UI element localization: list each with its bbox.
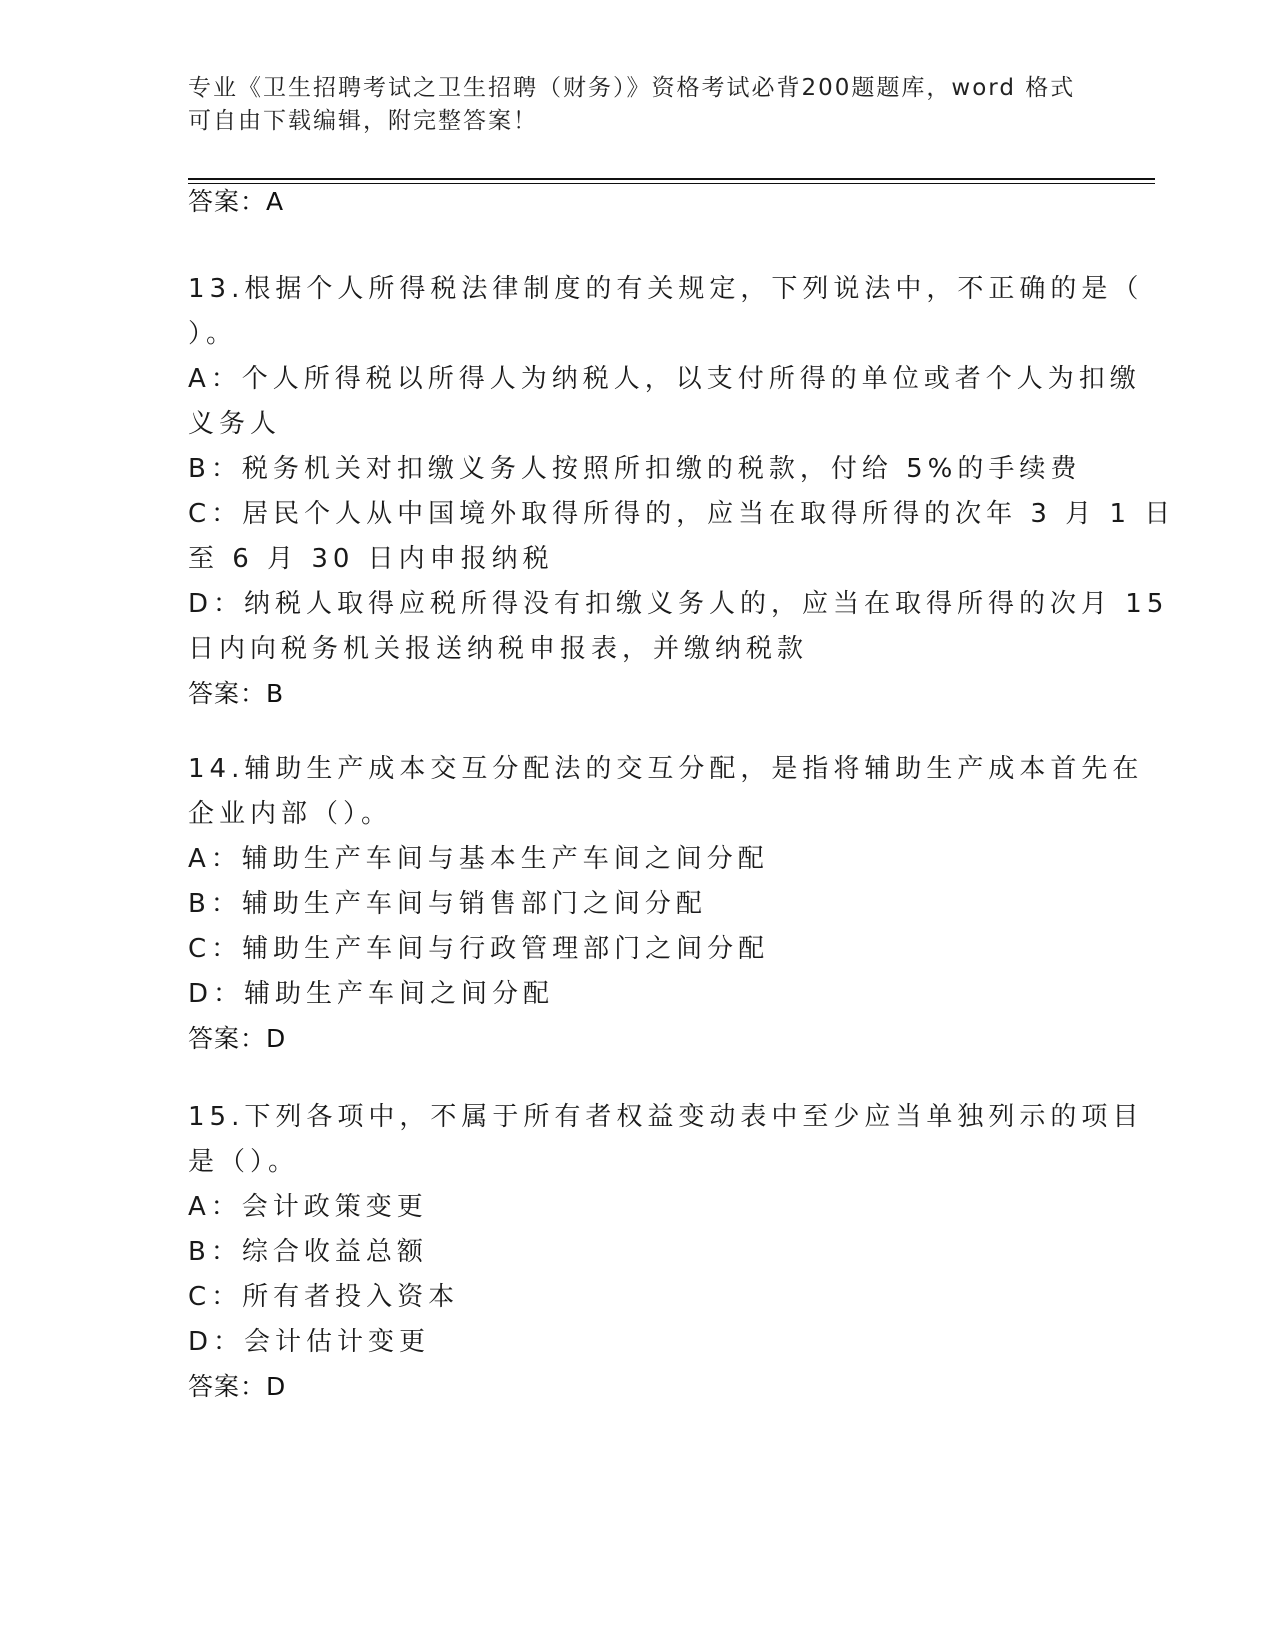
question-stem-cont: 企业内部（）。 [188, 799, 393, 829]
question-stem: 13.根据个人所得税法律制度的有关规定，下列说法中，不正确的是（ [188, 274, 1144, 304]
option-d: D：纳税人取得应税所得没有扣缴义务人的，应当在取得所得的次月 15 [188, 589, 1169, 619]
option-b: B：税务机关对扣缴义务人按照所扣缴的税款，付给 5%的手续费 [188, 454, 1082, 484]
answer: 答案：B [188, 679, 285, 708]
header-divider-thick [188, 178, 1155, 180]
header-line-2: 可自由下载编辑，附完整答案！ [188, 108, 538, 134]
question-stem: 14.辅助生产成本交互分配法的交互分配，是指将辅助生产成本首先在 [188, 754, 1144, 784]
option-d-cont: 日内向税务机关报送纳税申报表，并缴纳税款 [188, 634, 809, 664]
option-d: D：辅助生产车间之间分配 [188, 979, 555, 1009]
question-15 [188, 1095, 1144, 1405]
option-c: C：所有者投入资本 [188, 1282, 460, 1312]
option-a-cont: 义务人 [188, 409, 282, 439]
option-a: A：辅助生产车间与基本生产车间之间分配 [188, 844, 769, 874]
option-a: A：个人所得税以所得人为纳税人，以支付所得的单位或者个人为扣缴 [188, 364, 1141, 394]
question-stem-cont: 是（）。 [188, 1147, 300, 1177]
document-header [188, 72, 1088, 138]
question-14 [188, 747, 1144, 1057]
option-c: C：辅助生产车间与行政管理部门之间分配 [188, 934, 770, 964]
question-stem-cont: ）。 [188, 319, 238, 349]
option-b: B：综合收益总额 [188, 1237, 428, 1267]
question-stem: 15.下列各项中，不属于所有者权益变动表中至少应当单独列示的项目 [188, 1102, 1144, 1132]
option-c-cont: 至 6 月 30 日内申报纳税 [188, 544, 554, 574]
option-d: D：会计估计变更 [188, 1327, 431, 1357]
option-c: C：居民个人从中国境外取得所得的，应当在取得所得的次年 3 月 1 日 [188, 499, 1176, 529]
previous-answer: 答案：A [188, 187, 285, 216]
option-a: A：会计政策变更 [188, 1192, 428, 1222]
option-b: B：辅助生产车间与销售部门之间分配 [188, 889, 707, 919]
answer: 答案：D [188, 1372, 287, 1401]
question-13 [188, 267, 1176, 712]
answer: 答案：D [188, 1024, 287, 1053]
header-line-1: 专业《卫生招聘考试之卫生招聘（财务）》资格考试必背200题题库，word 格式 [188, 75, 1076, 101]
